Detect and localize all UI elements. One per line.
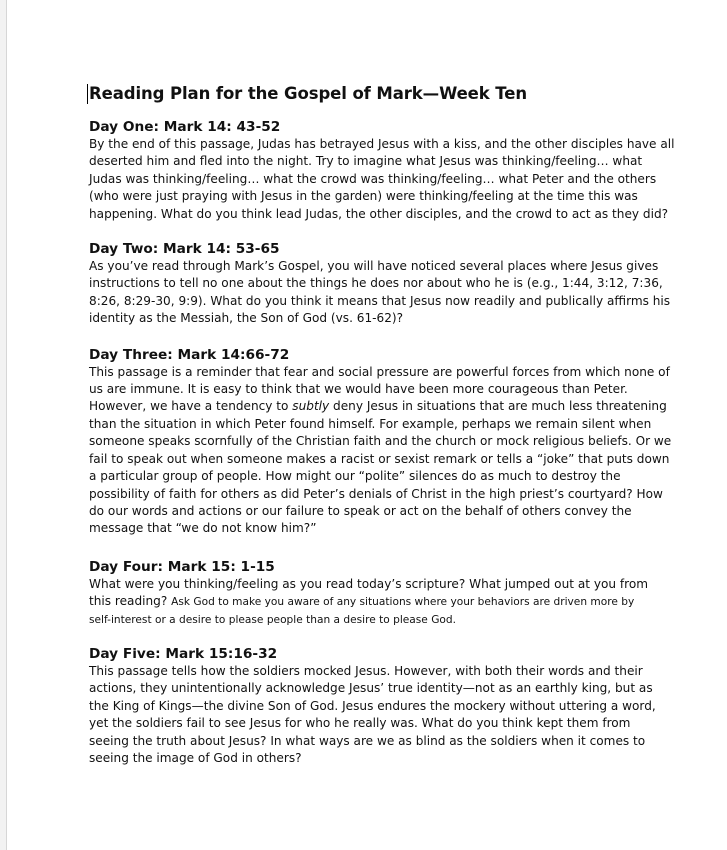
- day-four-line: self-interest or a desire to please people than a desire to please God.: [89, 613, 456, 626]
- day-two-heading: Day Two: Mark 14: 53-65: [89, 241, 280, 258]
- day-five-line: This passage tells how the soldiers mocked Jesus. However, with both their words and their: [89, 663, 643, 678]
- day-three-body: [89, 364, 672, 538]
- day-three-line-start: However, we have a tendency to: [89, 399, 293, 414]
- day-three-line: than the situation in which Peter found himself. For example, perhaps we remain silent when: [89, 416, 652, 431]
- day-three-line: fail to speak out when someone makes a racist or sexist remark or tells a “joke” that puts down: [89, 451, 670, 466]
- day-five-section: [89, 645, 656, 767]
- document-title: Reading Plan for the Gospel of Mark—Week Ten: [89, 84, 527, 103]
- day-two-line: identity as the Messiah, the Son of God (vs. 61-62)?: [89, 311, 404, 326]
- day-four-line: [89, 593, 651, 611]
- day-four-line-start: this reading?: [89, 594, 172, 609]
- text-cursor: [87, 84, 88, 104]
- day-two-line: instructions to tell no one about the things he does nor about who he is (e.g., 1:44, 3:12, 7:36,: [89, 276, 663, 291]
- day-three-line: possibility of faith for others as did Peter’s denials of Christ in the high priest’s courtyard? How: [89, 486, 663, 501]
- day-five-line: yet the soldiers fail to see Jesus for who he really was. What do you think kept them from: [89, 716, 631, 731]
- day-five-line: the King of Kings—the divine Son of God. Jesus endures the mockery without uttering a word,: [89, 698, 656, 713]
- day-one-section: [89, 118, 675, 223]
- day-five-line: seeing the truth about Jesus? In what ways are we as blind as the soldiers when it comes to: [89, 733, 646, 748]
- day-two-section: [89, 240, 671, 328]
- day-three-line: do our words and actions or our failure to speak or act on the behalf of others convey the: [89, 503, 632, 518]
- day-four-body: [89, 576, 651, 629]
- day-one-line: happening. What do you think lead Judas, the other disciples, and the crowd to act as they did?: [89, 206, 669, 221]
- day-five-line: actions, they unintentionally acknowledge Jesus’ true identity—not as an earthly king, but as: [89, 681, 653, 696]
- day-five-heading: Day Five: Mark 15:16-32: [89, 645, 278, 662]
- day-four-small-text: Ask God to make you aware of any situations where your behaviors are driven more by: [171, 596, 635, 609]
- day-three-line: someone speaks scornfully of the Christian faith and the church or mock religious beliefs. Or we: [89, 434, 672, 449]
- day-four-section: [89, 558, 651, 629]
- day-four-heading: Day Four: Mark 15: 1-15: [89, 558, 275, 575]
- day-one-heading: Day One: Mark 14: 43-52: [89, 119, 281, 135]
- day-two-body: [89, 258, 671, 328]
- day-three-heading: Day Three: Mark 14:66-72: [89, 346, 290, 363]
- day-three-line: us are immune. It is easy to think that we would have been more courageous than Peter.: [89, 382, 628, 397]
- day-two-line: 8:26, 8:29-30, 9:9). What do you think it means that Jesus now readily and publically affirms his: [89, 293, 671, 308]
- day-four-line: What were you thinking/feeling as you read today’s scripture? What jumped out at you from: [89, 576, 649, 591]
- document-page[interactable]: [89, 84, 675, 767]
- page-left-edge: [0, 0, 7, 850]
- day-three-line-end: deny Jesus in situations that are much less threatening: [329, 399, 667, 414]
- day-one-line: (who were just praying with Jesus in the garden) were thinking/feeling at the time this was: [89, 189, 638, 204]
- day-three-section: [89, 346, 672, 538]
- day-three-line: [89, 398, 667, 415]
- day-three-line: a particular group of people. How might our “polite” silences do as much to destroy the: [89, 469, 621, 484]
- day-five-line: seeing the image of God in others?: [89, 750, 302, 765]
- day-five-body: [89, 663, 656, 767]
- day-one-line: deserted him and fled into the night. Try to imagine what Jesus was thinking/feeling… what: [89, 154, 643, 169]
- day-one-line: By the end of this passage, Judas has betrayed Jesus with a kiss, and the other disciples have all: [89, 137, 675, 151]
- day-three-line: This passage is a reminder that fear and social pressure are powerful forces from which none of: [89, 364, 670, 379]
- day-three-line: message that “we do not know him?”: [89, 521, 317, 536]
- day-one-line: Judas was thinking/feeling… what the crowd was thinking/feeling… what Peter and the others: [89, 171, 657, 186]
- italic-word-subtly: subtly: [292, 399, 330, 414]
- day-two-line: As you’ve read through Mark’s Gospel, you will have noticed several places where Jesus gives: [89, 259, 659, 274]
- day-one-body: [89, 136, 675, 223]
